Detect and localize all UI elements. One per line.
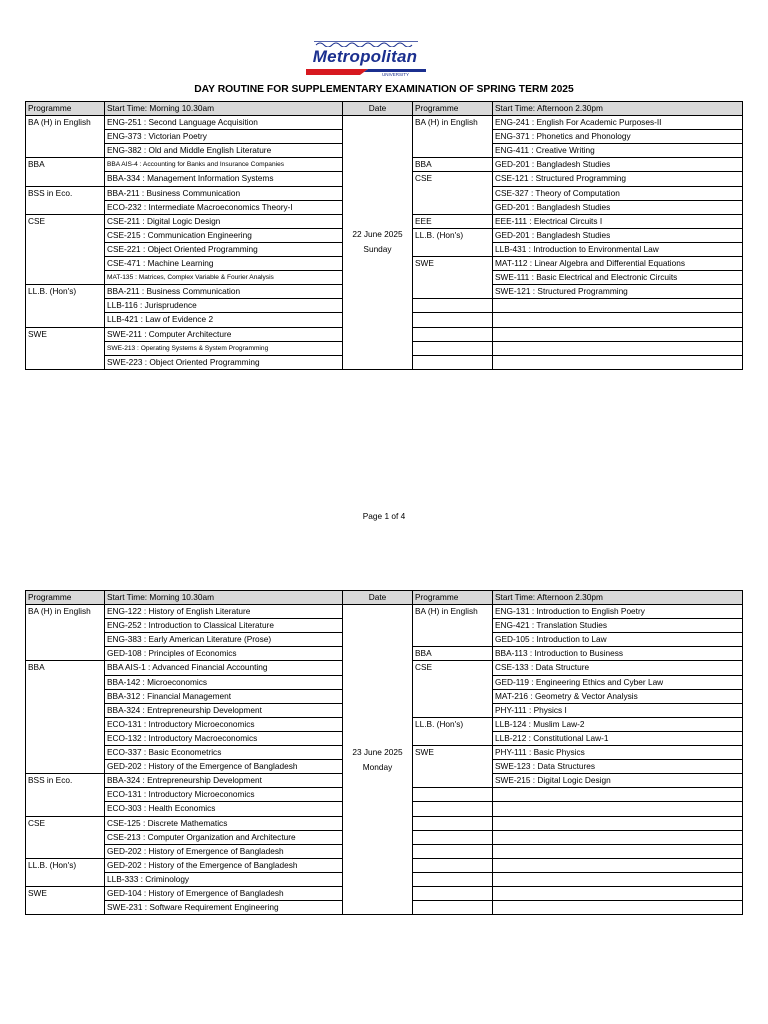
programme-cell (26, 172, 105, 186)
programme-cell-afternoon (413, 619, 493, 633)
course-cell: CSE-215 : Communication Engineering (105, 228, 343, 242)
course-cell-afternoon: CSE-121 : Structured Programming (493, 172, 743, 186)
programme-cell (26, 760, 105, 774)
course-cell: SWE-211 : Computer Architecture (105, 327, 343, 341)
course-cell: CSE-221 : Object Oriented Programming (105, 242, 343, 256)
programme-cell-afternoon (413, 299, 493, 313)
course-cell-afternoon (493, 830, 743, 844)
course-cell-afternoon: LLB-431 : Introduction to Environmental Law (493, 242, 743, 256)
table-header-row (26, 591, 743, 605)
course-cell: BBA-142 : Microeconomics (105, 675, 343, 689)
table-header-row (26, 102, 743, 116)
course-cell-afternoon: GED-201 : Bangladesh Studies (493, 228, 743, 242)
col-programme: Programme (26, 102, 105, 116)
course-cell: BBA-324 : Entrepreneurship Development (105, 703, 343, 717)
programme-cell (26, 802, 105, 816)
course-cell-afternoon: ENG-131 : Introduction to English Poetry (493, 605, 743, 619)
programme-cell: BBA (26, 158, 105, 172)
course-cell-afternoon: PHY-111 : Basic Physics (493, 746, 743, 760)
col-date: Date (343, 591, 413, 605)
course-cell: ENG-383 : Early American Literature (Prose) (105, 633, 343, 647)
course-cell: ECO-131 : Introductory Microeconomics (105, 788, 343, 802)
course-cell-afternoon: MAT-112 : Linear Algebra and Differential Equations (493, 257, 743, 271)
date-cell (343, 605, 413, 915)
course-cell: ENG-382 : Old and Middle English Literature (105, 144, 343, 158)
course-cell: ENG-252 : Introduction to Classical Literature (105, 619, 343, 633)
programme-cell: BSS in Eco. (26, 774, 105, 788)
programme-cell-afternoon (413, 774, 493, 788)
programme-cell (26, 830, 105, 844)
programme-cell (26, 341, 105, 355)
programme-cell (26, 144, 105, 158)
programme-cell-afternoon: BA (H) in English (413, 116, 493, 130)
course-cell: CSE-213 : Computer Organization and Architecture (105, 830, 343, 844)
programme-cell (26, 242, 105, 256)
programme-cell-afternoon (413, 844, 493, 858)
programme-cell (26, 901, 105, 915)
programme-cell (26, 228, 105, 242)
course-cell: CSE-211 : Digital Logic Design (105, 214, 343, 228)
programme-cell-afternoon: CSE (413, 172, 493, 186)
course-cell: LLB-333 : Criminology (105, 872, 343, 886)
exam-weekday: Sunday (363, 244, 392, 255)
course-cell: GED-104 : History of Emergence of Bangladesh (105, 886, 343, 900)
course-cell-afternoon: LLB-212 : Constitutional Law-1 (493, 731, 743, 745)
routine-table-day1 (25, 101, 743, 370)
date-cell (343, 116, 413, 370)
col-morning: Start Time: Morning 10.30am (105, 591, 343, 605)
programme-cell (26, 844, 105, 858)
course-cell-afternoon: SWE-215 : Digital Logic Design (493, 774, 743, 788)
course-cell: ENG-251 : Second Language Acquisition (105, 116, 343, 130)
course-cell: ENG-373 : Victorian Poetry (105, 130, 343, 144)
programme-cell (26, 647, 105, 661)
programme-cell-afternoon (413, 788, 493, 802)
programme-cell-afternoon (413, 271, 493, 285)
course-cell: LLB-421 : Law of Evidence 2 (105, 313, 343, 327)
programme-cell-afternoon (413, 675, 493, 689)
course-cell-afternoon: CSE-327 : Theory of Computation (493, 186, 743, 200)
col-morning: Start Time: Morning 10.30am (105, 102, 343, 116)
programme-cell-afternoon (413, 802, 493, 816)
programme-cell: SWE (26, 327, 105, 341)
course-cell-afternoon: MAT-216 : Geometry & Vector Analysis (493, 689, 743, 703)
exam-date: 22 June 2025 (352, 229, 403, 240)
programme-cell (26, 355, 105, 369)
programme-cell-afternoon (413, 689, 493, 703)
programme-cell-afternoon (413, 872, 493, 886)
programme-cell (26, 130, 105, 144)
course-cell-afternoon: SWE-123 : Data Structures (493, 760, 743, 774)
programme-cell-afternoon (413, 886, 493, 900)
programme-cell-afternoon (413, 130, 493, 144)
table-row (26, 605, 743, 619)
logo-underline-swoosh (306, 66, 426, 76)
course-cell-afternoon (493, 802, 743, 816)
course-cell-afternoon: PHY-111 : Physics I (493, 703, 743, 717)
course-cell: BBA AIS-4 : Accounting for Banks and Insurance Companies (105, 158, 343, 172)
programme-cell-afternoon (413, 858, 493, 872)
programme-cell (26, 633, 105, 647)
university-logo (292, 40, 438, 76)
programme-cell (26, 703, 105, 717)
exam-weekday: Monday (362, 761, 393, 772)
course-cell: BBA AIS-1 : Advanced Financial Accounting (105, 661, 343, 675)
programme-cell: CSE (26, 214, 105, 228)
programme-cell-afternoon: BBA (413, 647, 493, 661)
course-cell: ECO-303 : Health Economics (105, 802, 343, 816)
programme-cell-afternoon (413, 830, 493, 844)
course-cell-afternoon: GED-105 : Introduction to Law (493, 633, 743, 647)
programme-cell: BA (H) in English (26, 605, 105, 619)
programme-cell: LL.B. (Hon's) (26, 858, 105, 872)
col-afternoon: Start Time: Afternoon 2.30pm (493, 591, 743, 605)
programme-cell-afternoon (413, 760, 493, 774)
programme-cell (26, 619, 105, 633)
course-cell-afternoon (493, 886, 743, 900)
programme-cell: LL.B. (Hon's) (26, 285, 105, 299)
col-afternoon: Start Time: Afternoon 2.30pm (493, 102, 743, 116)
course-cell-afternoon: BBA-113 : Introduction to Business (493, 647, 743, 661)
programme-cell-afternoon: SWE (413, 746, 493, 760)
course-cell: BBA-312 : Financial Management (105, 689, 343, 703)
programme-cell-afternoon: BA (H) in English (413, 605, 493, 619)
programme-cell: CSE (26, 816, 105, 830)
course-cell: ECO-132 : Introductory Macroeconomics (105, 731, 343, 745)
col-date: Date (343, 102, 413, 116)
course-cell-afternoon (493, 341, 743, 355)
page-title: DAY ROUTINE FOR SUPPLEMENTARY EXAMINATION OF SPRING TERM 2025 (194, 84, 574, 95)
programme-cell (26, 872, 105, 886)
programme-cell-afternoon: LL.B. (Hon's) (413, 228, 493, 242)
programme-cell-afternoon (413, 633, 493, 647)
programme-cell-afternoon (413, 355, 493, 369)
course-cell: BBA-211 : Business Communication (105, 285, 343, 299)
programme-cell (26, 271, 105, 285)
course-cell: CSE-471 : Machine Learning (105, 257, 343, 271)
programme-cell-afternoon (413, 186, 493, 200)
course-cell: SWE-213 : Operating Systems & System Programming (105, 341, 343, 355)
programme-cell (26, 689, 105, 703)
course-cell-afternoon (493, 355, 743, 369)
course-cell: ENG-122 : History of English Literature (105, 605, 343, 619)
course-cell-afternoon: LLB-124 : Muslim Law-2 (493, 717, 743, 731)
course-cell-afternoon: GED-201 : Bangladesh Studies (493, 200, 743, 214)
col-programme-afternoon: Programme (413, 102, 493, 116)
course-cell: LLB-116 : Jurisprudence (105, 299, 343, 313)
course-cell: GED-202 : History of the Emergence of Bangladesh (105, 760, 343, 774)
course-cell-afternoon: ENG-411 : Creative Writing (493, 144, 743, 158)
course-cell: MAT-135 : Matrices, Complex Variable & Fourier Analysis (105, 271, 343, 285)
course-cell-afternoon (493, 313, 743, 327)
programme-cell-afternoon: LL.B. (Hon's) (413, 717, 493, 731)
programme-cell-afternoon (413, 285, 493, 299)
programme-cell (26, 746, 105, 760)
programme-cell (26, 675, 105, 689)
course-cell: GED-108 : Principles of Economics (105, 647, 343, 661)
programme-cell-afternoon (413, 242, 493, 256)
programme-cell-afternoon: BBA (413, 158, 493, 172)
course-cell-afternoon: ENG-371 : Phonetics and Phonology (493, 130, 743, 144)
course-cell-afternoon (493, 327, 743, 341)
course-cell-afternoon: ENG-421 : Translation Studies (493, 619, 743, 633)
programme-cell: SWE (26, 886, 105, 900)
course-cell-afternoon (493, 299, 743, 313)
course-cell-afternoon: GED-201 : Bangladesh Studies (493, 158, 743, 172)
programme-cell (26, 257, 105, 271)
course-cell: ECO-131 : Introductory Microeconomics (105, 717, 343, 731)
logo-bengali-script (314, 40, 418, 47)
programme-cell-afternoon: CSE (413, 661, 493, 675)
course-cell: GED-202 : History of Emergence of Bangladesh (105, 844, 343, 858)
course-cell-afternoon: EEE-111 : Electrical Circuits I (493, 214, 743, 228)
table-row (26, 116, 743, 130)
logo-university-text: UNIVERSITY (382, 72, 410, 76)
course-cell-afternoon (493, 844, 743, 858)
course-cell: GED-202 : History of the Emergence of Bangladesh (105, 858, 343, 872)
course-cell-afternoon (493, 901, 743, 915)
course-cell: CSE-125 : Discrete Mathematics (105, 816, 343, 830)
logo-wordmark: Metropolitan (312, 47, 418, 66)
course-cell: BBA-334 : Management Information Systems (105, 172, 343, 186)
programme-cell-afternoon (413, 327, 493, 341)
col-programme: Programme (26, 591, 105, 605)
course-cell-afternoon: CSE-133 : Data Structure (493, 661, 743, 675)
programme-cell-afternoon (413, 901, 493, 915)
programme-cell (26, 299, 105, 313)
programme-cell: BBA (26, 661, 105, 675)
programme-cell-afternoon (413, 703, 493, 717)
course-cell-afternoon (493, 816, 743, 830)
programme-cell (26, 717, 105, 731)
course-cell-afternoon: ENG-241 : English For Academic Purposes-II (493, 116, 743, 130)
course-cell-afternoon: SWE-121 : Structured Programming (493, 285, 743, 299)
course-cell: SWE-223 : Object Oriented Programming (105, 355, 343, 369)
course-cell: ECO-337 : Basic Econometrics (105, 746, 343, 760)
course-cell: BBA-211 : Business Communication (105, 186, 343, 200)
programme-cell-afternoon: SWE (413, 257, 493, 271)
programme-cell: BA (H) in English (26, 116, 105, 130)
programme-cell (26, 200, 105, 214)
course-cell: BBA-324 : Entrepreneurship Development (105, 774, 343, 788)
course-cell: SWE-231 : Software Requirement Engineering (105, 901, 343, 915)
programme-cell (26, 731, 105, 745)
course-cell-afternoon (493, 788, 743, 802)
programme-cell (26, 313, 105, 327)
col-programme-afternoon: Programme (413, 591, 493, 605)
page-number: Page 1 of 4 (362, 511, 406, 521)
programme-cell-afternoon (413, 816, 493, 830)
course-cell: ECO-232 : Intermediate Macroeconomics Theory-I (105, 200, 343, 214)
programme-cell-afternoon (413, 144, 493, 158)
course-cell-afternoon: SWE-111 : Basic Electrical and Electronic Circuits (493, 271, 743, 285)
course-cell-afternoon (493, 872, 743, 886)
programme-cell-afternoon (413, 341, 493, 355)
programme-cell-afternoon (413, 313, 493, 327)
programme-cell (26, 788, 105, 802)
programme-cell: BSS in Eco. (26, 186, 105, 200)
course-cell-afternoon: GED-119 : Engineering Ethics and Cyber Law (493, 675, 743, 689)
course-cell-afternoon (493, 858, 743, 872)
exam-date: 23 June 2025 (352, 746, 403, 757)
programme-cell-afternoon (413, 731, 493, 745)
programme-cell-afternoon (413, 200, 493, 214)
programme-cell-afternoon: EEE (413, 214, 493, 228)
routine-table-day2 (25, 590, 743, 915)
